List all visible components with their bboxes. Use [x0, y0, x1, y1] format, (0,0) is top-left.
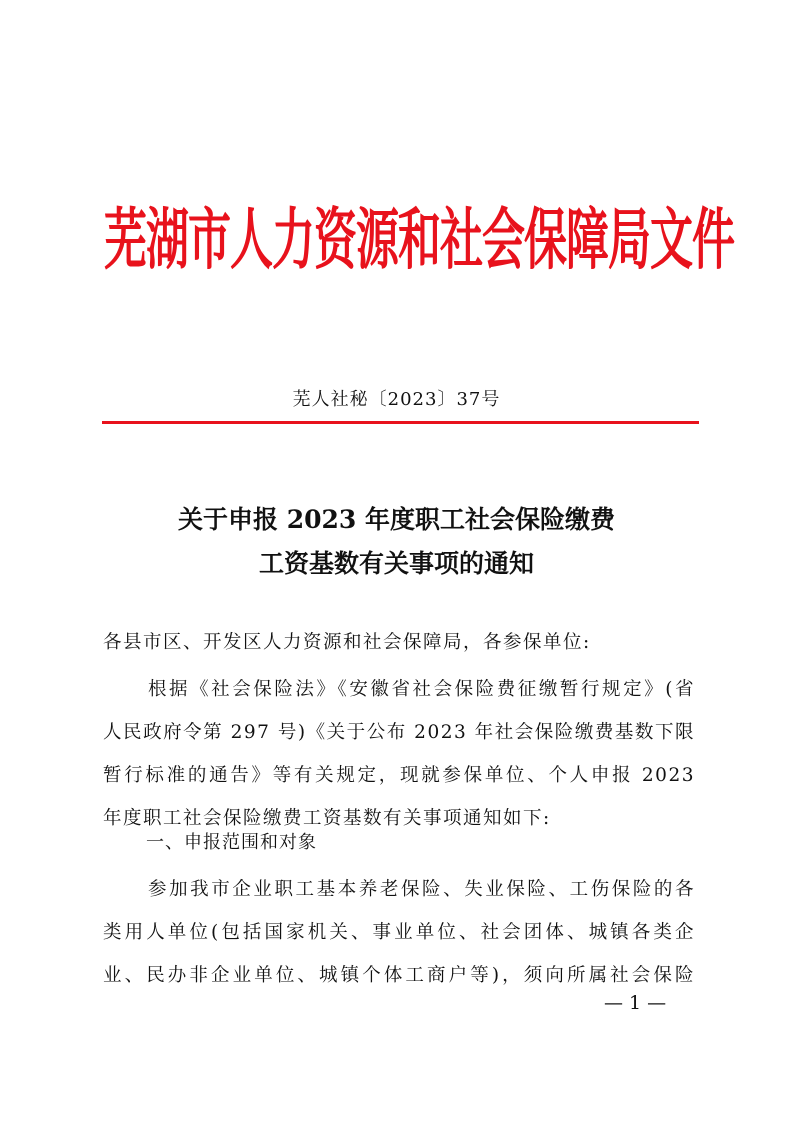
- notice-title-line-1: 关于申报 2023 年度职工社会保险缴费: [178, 505, 615, 534]
- paragraph-basis: [103, 668, 695, 840]
- section-heading-scope: 一、申报范围和对象: [146, 832, 317, 853]
- document-number: 芜人社秘〔2023〕37号: [292, 389, 501, 410]
- issuing-authority-header: 芜湖市人力资源和社会保障局文件: [104, 201, 734, 280]
- paragraph-line: 业、民办非企业单位、城镇个体工商户等)，须向所属社会保险: [103, 965, 695, 986]
- salutation: 各县市区、开发区人力资源和社会保障局，各参保单位:: [103, 632, 591, 653]
- paragraph-line: 参加我市企业职工基本养老保险、失业保险、工伤保险的各: [148, 879, 695, 900]
- page-number: — 1 —: [604, 992, 667, 1014]
- notice-title-line-2: 工资基数有关事项的通知: [258, 549, 534, 578]
- paragraph-scope: [103, 868, 695, 997]
- paragraph-line: 类用人单位(包括国家机关、事业单位、社会团体、城镇各类企: [103, 922, 695, 943]
- notice-title: [0, 498, 793, 586]
- red-divider-line: [102, 421, 699, 424]
- paragraph-line: 年度职工社会保险缴费工资基数有关事项通知如下:: [103, 808, 551, 829]
- paragraph-line: 暂行标准的通告》等有关规定，现就参保单位、个人申报 2023: [103, 765, 695, 786]
- paragraph-line: 根据《社会保险法》《安徽省社会保险费征缴暂行规定》(省: [148, 679, 695, 700]
- paragraph-line: 人民政府令第 297 号)《关于公布 2023 年社会保险缴费基数下限: [103, 722, 695, 743]
